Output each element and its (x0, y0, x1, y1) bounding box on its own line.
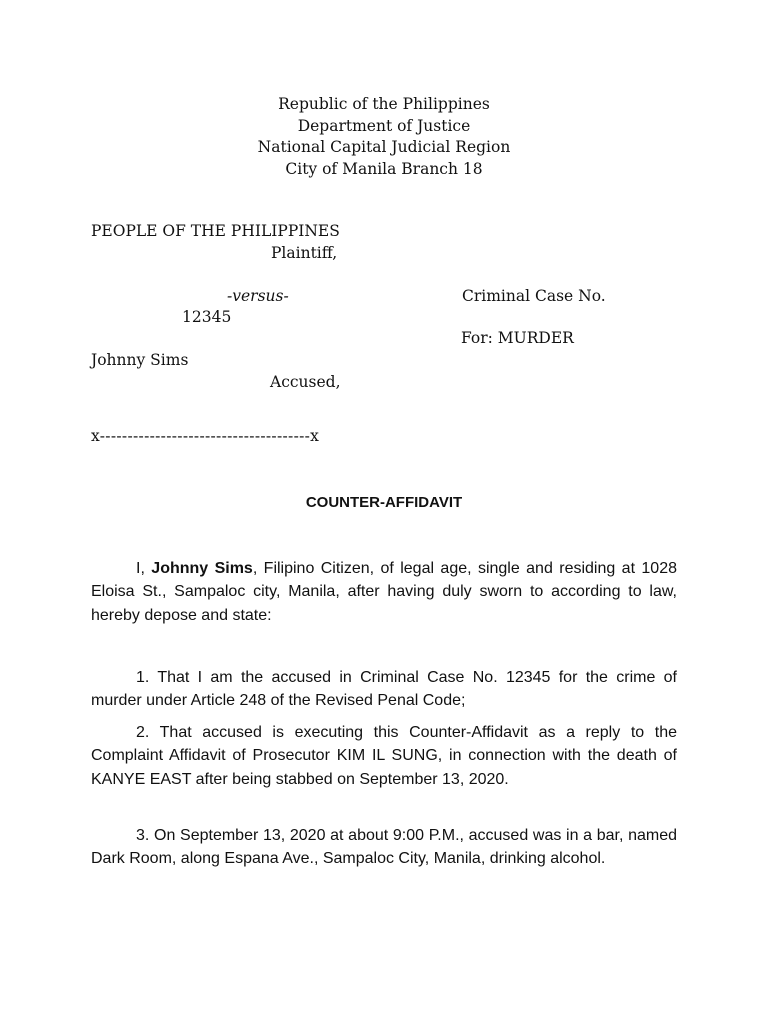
paragraph-1: 1. That I am the accused in Criminal Case No. 12345 for the crime of murder under Article 248 of the Revised Penal Code; (91, 669, 677, 710)
intro-paragraph: I, Johnny Sims, Filipino Citizen, of legal age, single and residing at 1028 Eloisa St., Sampaloc city, Manila, after having duly sworn to according to law, hereby depose and state: (91, 560, 678, 624)
case-number: 12345 (182, 308, 232, 326)
header-line-4: City of Manila Branch 18 (285, 160, 483, 178)
header-line-3: National Capital Judicial Region (257, 138, 511, 156)
affiant-name: Johnny Sims (151, 560, 253, 577)
offense-line: For: MURDER (461, 329, 574, 347)
plaintiff-label: Plaintiff, (271, 244, 338, 262)
versus-text: -versus- (227, 287, 289, 305)
paragraph-2: 2. That accused is executing this Counter-Affidavit as a reply to the Complaint Affidavit of Prosecutor KIM IL SUNG, in connection with the death of KANYE EAST after being stabbed on September 13, 2020. (91, 724, 677, 788)
paragraph-3: 3. On September 13, 2020 at about 9:00 P.M., accused was in a bar, named Dark Room, along Espana Ave., Sampaloc City, Manila, drinking alcohol. (91, 827, 677, 868)
accused-name: Johnny Sims (91, 351, 189, 369)
accused-label: Accused, (270, 373, 341, 391)
case-number-label: Criminal Case No. (462, 287, 606, 305)
header-line-2: Department of Justice (297, 117, 471, 135)
header-line-1: Republic of the Philippines (278, 95, 490, 113)
plaintiff-name: PEOPLE OF THE PHILIPPINES (91, 222, 340, 240)
separator-line: x--------------------------------------x (91, 427, 320, 445)
document-title: COUNTER-AFFIDAVIT (305, 494, 463, 511)
